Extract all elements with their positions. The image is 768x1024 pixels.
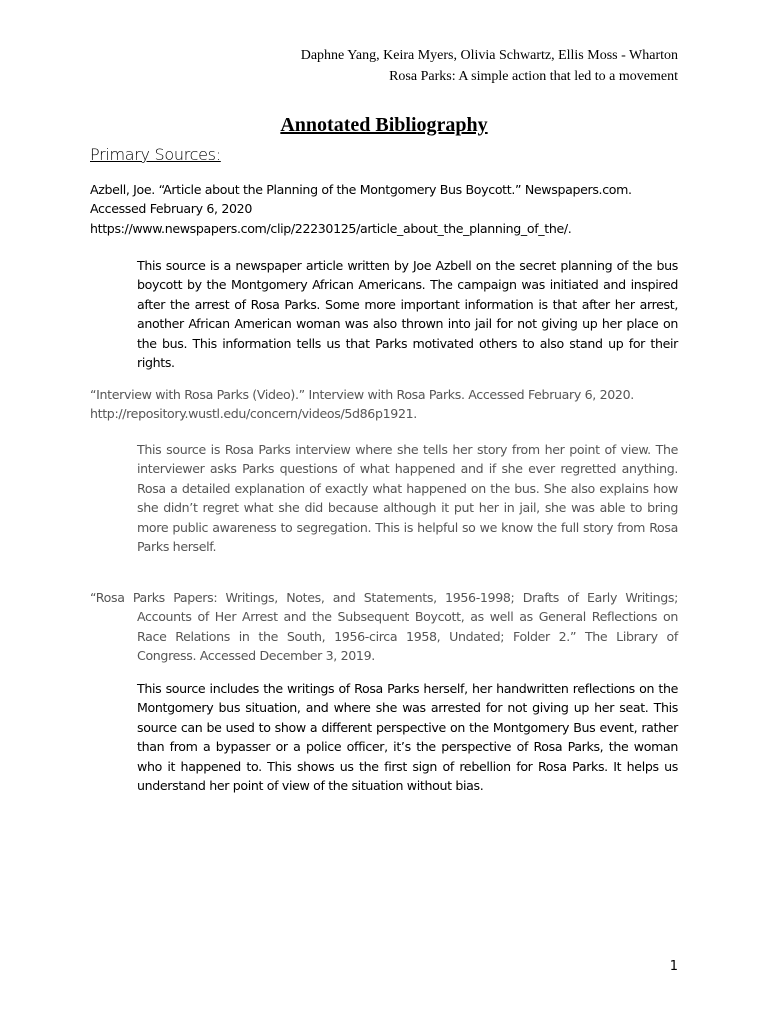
section-heading-primary-sources: Primary Sources: [90, 145, 221, 164]
bibliography-entry-2-citation [90, 385, 678, 424]
bibliography-entry-3-citation [90, 588, 678, 666]
page-number: 1 [669, 959, 678, 974]
annotation: This source is a newspaper article written by Joe Azbell on the secret planning of the bus boycott by the Montgomery African Americans. The campaign was initiated and inspired after the arrest of Rosa Parks. Some more important information is that after her arrest, another African American woman was also thrown into jail for not giving up her place on the bus. This information tells us that Parks motivated others to also stand up for their rights. [137, 258, 678, 371]
citation [90, 385, 678, 424]
bibliography-entry-2-annotation [90, 440, 678, 556]
document-title: Annotated Bibliography [280, 114, 488, 136]
citation-line: Accessed February 6, 2020 [90, 201, 252, 217]
annotation: This source includes the writings of Rosa Parks herself, her handwritten reflections on the Montgomery bus situation, and where she was arrested for not giving up her seat. This source can be used to show a different perspective on the Montgomery Bus event, rather than from a bypasser or a police officer, it’s the perspective of Rosa Parks, the woman who it happened to. This shows us the first sign of rebellion for Rosa Parks. It helps us understand her point of view of the situation without bias. [137, 681, 678, 794]
header-authors: Daphne Yang, Keira Myers, Olivia Schwartz, Ellis Moss - Wharton [300, 48, 678, 63]
bibliography-entry-1-citation [90, 180, 678, 238]
bibliography-entry-1-annotation [90, 256, 678, 372]
header-project-title: Rosa Parks: A simple action that led to a movement [389, 69, 678, 84]
annotation: This source is Rosa Parks interview where she tells her story from her point of view. The interviewer asks Parks questions of what happened and if she ever regretted anything. Rosa a detailed explanation of exactly what happened on the bus. She also explains how she didn’t regret what she did because although it put her in jail, she was able to bring more public awareness to segregation. This is helpful so we know the full story from Rosa Parks herself. [137, 442, 678, 555]
citation-url: https://www.newspapers.com/clip/22230125/article_about_the_planning_of_the/. [90, 220, 572, 236]
citation-url: http://repository.wustl.edu/concern/videos/5d86p1921. [90, 406, 417, 422]
citation [90, 180, 678, 238]
citation-line: Azbell, Joe. “Article about the Planning of the Montgomery Bus Boycott.” Newspapers.com. [90, 182, 632, 197]
citation-text: “Rosa Parks Papers: Writings, Notes, and Statements, 1956-1998; Drafts of Early Writings; Accounts of Her Arrest and the Subsequent Boycott, as well as General Reflections on Race Relations in the South, 1956-circa 1958, Undated; Folder 2.” The Library of Congress. Accessed December 3, 2019. [90, 590, 678, 664]
bibliography-entry-3-annotation [90, 679, 678, 795]
citation-line: “Interview with Rosa Parks (Video).” Interview with Rosa Parks. Accessed February 6, 2020. [90, 387, 634, 402]
citation [90, 588, 678, 666]
